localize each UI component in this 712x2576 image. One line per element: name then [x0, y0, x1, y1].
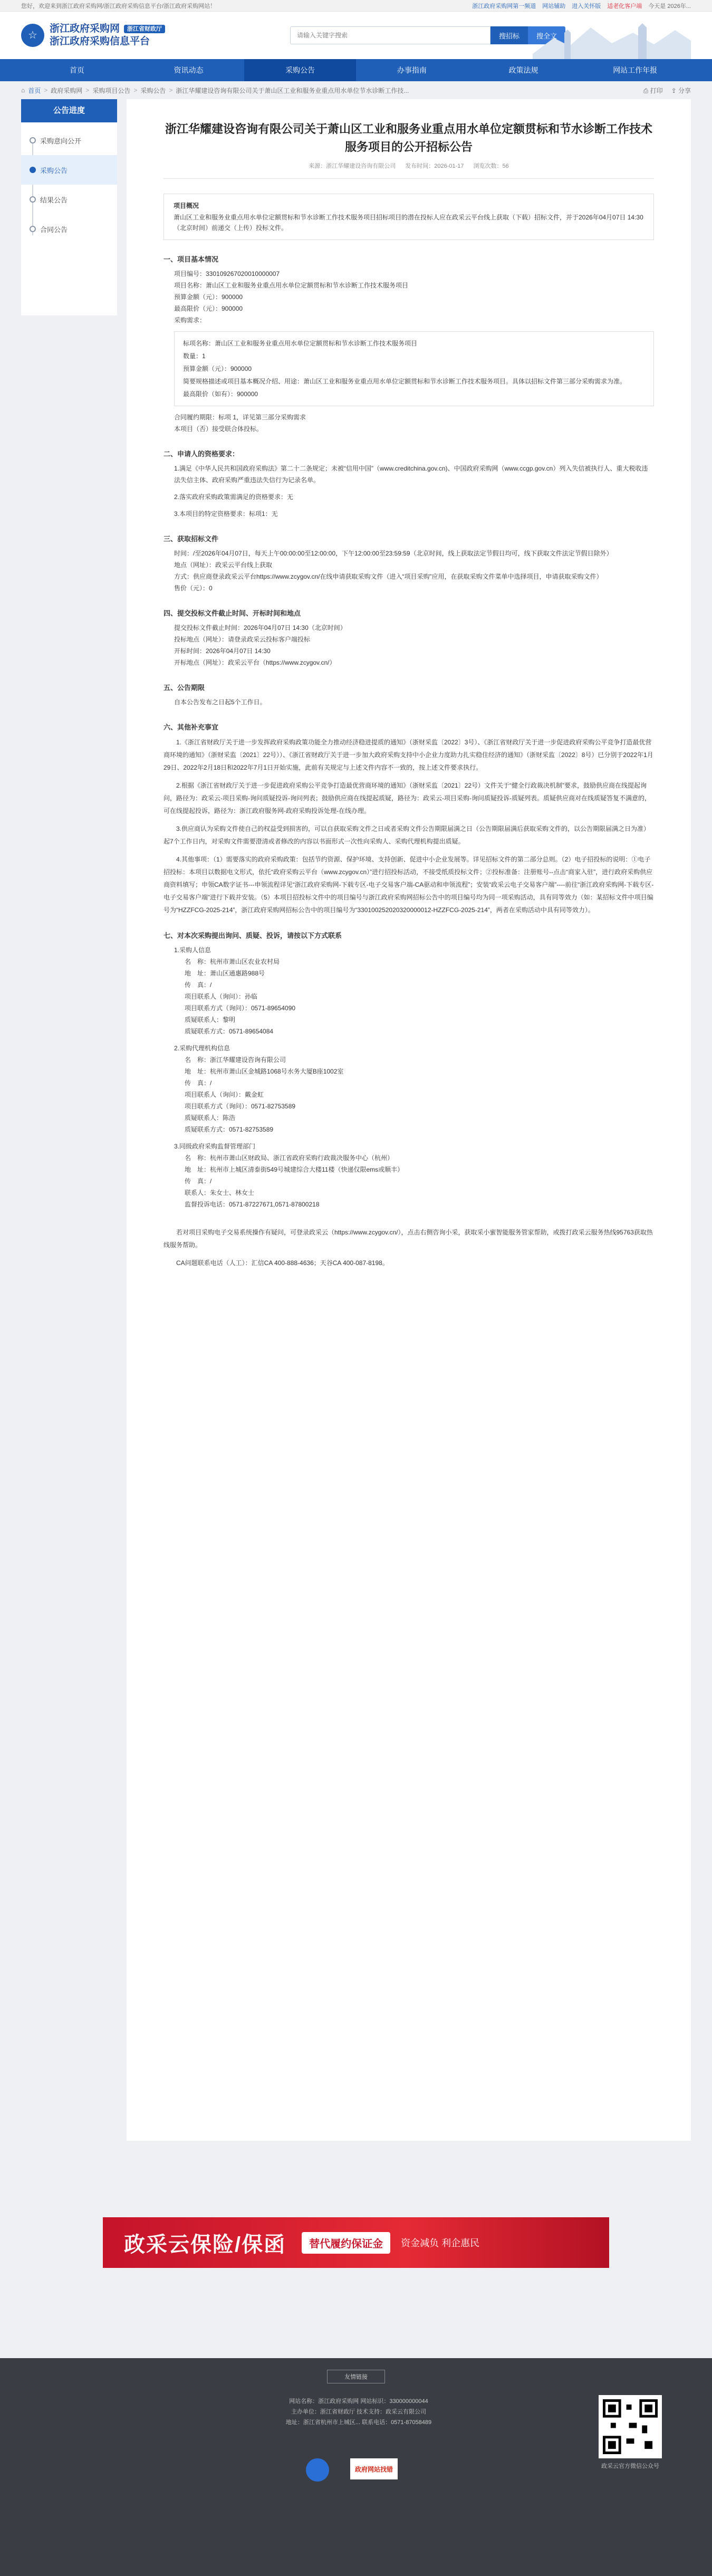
- contact-purchaser-title: 1.采购人信息: [174, 946, 211, 954]
- footer: [0, 2358, 712, 2576]
- sidebar-title: 公告进度: [21, 99, 117, 122]
- sidebar-item-result[interactable]: 结果公告: [21, 185, 117, 214]
- bid-place: 投标地点（网址）：请登录政采云投标客户端投标: [174, 636, 311, 643]
- header: [0, 12, 712, 59]
- site-logo[interactable]: [21, 23, 165, 48]
- nav-guide[interactable]: 办事指南: [397, 66, 427, 74]
- crumb-home[interactable]: 首页: [28, 87, 41, 94]
- banner-tag: 替代履约保证金: [302, 2232, 390, 2254]
- purchaser-contact: 项目联系人（询问）：孙临: [185, 993, 258, 1000]
- crumb-notice[interactable]: 采购公告: [140, 87, 166, 94]
- agency-contact: 项目联系人（询问）：戴金虹: [185, 1091, 264, 1098]
- link-elder-client[interactable]: 适老化客户端: [607, 3, 642, 9]
- overview-heading: 项目概况: [174, 202, 199, 209]
- qr-label: 政采云官方微信公众号: [601, 2463, 659, 2469]
- obtain-time: 时间：/至2026年04月07日，每天上午00:00:00至12:00:00，下午12:00:00至23:59:59（北京时间，线上获取法定节假日均可，线下获取文件法定节假日除外）: [174, 550, 613, 557]
- error-report-badge[interactable]: 政府网站找错: [350, 2458, 398, 2479]
- step-dot-icon: [30, 167, 36, 173]
- nav-home[interactable]: 首页: [69, 66, 84, 74]
- search-bar: [290, 26, 565, 44]
- purchaser-name: 名 称：杭州市萧山区农业农村局: [185, 958, 280, 965]
- main-nav: [0, 59, 712, 81]
- qualification-2: 2.落实政府采购政策需满足的资格要求：无: [174, 493, 294, 501]
- ca-note: CA问题联系电话（人工）：汇信CA 400-888-4636；天谷CA 400-087-8198。: [176, 1259, 389, 1267]
- section-4-heading: 四、提交投标文件截止时间、开标时间和地点: [163, 609, 301, 617]
- crumb-project[interactable]: 采购项目公告: [92, 87, 131, 94]
- top-bar: [0, 0, 712, 12]
- friend-links-button[interactable]: 友情链接: [327, 2370, 385, 2383]
- crumb-gov[interactable]: 政府采购网: [51, 87, 83, 94]
- supplement-2: 2.根据《浙江省财政厅关于进一步促进政府采购公平竞争打造最优营商环境的通知》（浙财采监〔2021〕22号）文件关于“健全行政裁决机制”要求，鼓励供应商在线提起询问，路径为：政采云-项目采购-询问质疑投诉-询问列表；鼓励供应商在线提起质疑，路径为：政采云-项目采购-询问质疑投诉-质疑列表。质疑供应商对在线质疑答复不满意的，可在线提起投诉，路径为：浙江政府服务网-政府采购投诉处理-在线办理。: [163, 782, 651, 815]
- supplement-3: 3.供应商认为采购文件使自己的权益受到损害的，可以自获取采购文件之日或者采购文件公告期限届满之日（公告期限届满后获取采购文件的，以公告期限届满之日为准）起7个工作日内，对采购文件需要澄清或者修改的内容以书面形式一次性向采购人、采购代理机构提出质疑。: [163, 825, 650, 845]
- nav-procurement-notice[interactable]: 采购公告: [244, 59, 356, 81]
- logo-line2: 浙江政府采购信息平台: [50, 36, 150, 47]
- article: [127, 99, 691, 2141]
- sidebar-item-notice[interactable]: 采购公告: [21, 155, 117, 185]
- step-dot-icon: [30, 196, 36, 203]
- link-first-channel[interactable]: 浙江政府采购网第一频道: [472, 3, 536, 9]
- project-number: 项目编号：330109267020010000007: [174, 270, 280, 277]
- open-time: 开标时间：2026年04月07日 14:30: [174, 647, 271, 655]
- agency-fax: 传 真：/: [185, 1079, 212, 1087]
- notice-period: 自本公告发布之日起5个工作日。: [174, 698, 266, 706]
- logo-line1: 浙江政府采购网: [50, 23, 120, 34]
- contract-period: 合同履约期限：标项 1，详见第三部分采购需求: [174, 414, 306, 421]
- section-2-heading: 二、申请人的资格要求：: [163, 450, 239, 458]
- qualification-1: 1.满足《中华人民共和国政府采购法》第二十二条规定；未被“信用中国”（www.creditchina.gov.cn)、中国政府采购网（www.ccgp.gov.cn）列入失信被执行人、重大税收违法失信主体、政府采购严重违法失信行为记录名单。: [174, 465, 648, 484]
- agency-address: 地 址：杭州市萧山区金城路1068号水务大厦B座1002室: [185, 1068, 344, 1075]
- purchaser-query-phone: 质疑联系方式：0571-89654084: [185, 1028, 274, 1035]
- crumb-current: 浙江华耀建设咨询有限公司关于萧山区工业和服务业重点用水单位节水诊断工作技...: [176, 87, 409, 94]
- lot-box: [174, 331, 654, 406]
- lot-budget: 预算金额（元）：900000: [183, 365, 252, 372]
- lot-description: 简要规格描述或项目基本概况介绍、用途：萧山区工业和服务业重点用水单位定额贯标和节水诊断工作技术服务项目。具体以招标文件第三部分采购需求为准。: [183, 378, 627, 385]
- search-bid-button[interactable]: 搜招标: [490, 26, 528, 44]
- section-1-heading: 一、项目基本情况: [163, 255, 219, 263]
- lot-name: 标项名称：萧山区工业和服务业重点用水单位定额贯标和节水诊断工作技术服务项目: [183, 340, 418, 347]
- agency-phone: 项目联系方式（询问）：0571-82753589: [185, 1103, 296, 1110]
- purchaser-phone: 项目联系方式（询问）：0571-89654090: [185, 1004, 296, 1012]
- supervisor-address: 地 址：杭州市上城区清泰街549号城建综合大楼11楼（快递仅限ems或顺丰）: [185, 1166, 404, 1173]
- obtain-price: 售价（元）：0: [174, 585, 213, 592]
- contact-supervisor-title: 3.同级政府采购监督管理部门: [174, 1143, 256, 1150]
- purchaser-fax: 传 真：/: [185, 981, 212, 989]
- supervisor-phone: 监督投诉电话：0571-87227671,0571-87800218: [185, 1201, 320, 1208]
- agency-name: 名 称：浙江华耀建设咨询有限公司: [185, 1056, 286, 1064]
- requirements-label: 采购需求：: [174, 317, 206, 324]
- obtain-method: 方式：供应商登录政采云平台https://www.zcygov.cn/在线申请获取采购文件（进入“项目采购”应用，在获取采购文件菜单中选择项目，申请获取采购文件）: [174, 573, 603, 580]
- gov-badge-icon[interactable]: [306, 2458, 329, 2482]
- budget: 预算金额（元）：900000: [174, 293, 243, 301]
- link-accessibility[interactable]: 网站辅助: [542, 3, 566, 9]
- lot-quantity: 数量：1: [183, 352, 206, 360]
- supervisor-name: 名 称：杭州市萧山区财政局、浙江省政府采购行政裁决服务中心（杭州）: [185, 1154, 394, 1162]
- max-price: 最高限价（元）：900000: [174, 305, 243, 312]
- share-button[interactable]: ⇪ 分享: [671, 87, 691, 94]
- breadcrumb: ⌂ 首页 > 政府采购网 > 采购项目公告 > 采购公告 > 浙江华耀建设咨询有限公司关于萧山区工业和服务业重点用水单位节水诊断工作技... ⎙ 打印 ⇪ 分享: [21, 87, 691, 94]
- purchaser-query-contact: 质疑联系人：黎明: [185, 1016, 236, 1023]
- overview-text: 萧山区工业和服务业重点用水单位定额贯标和节水诊断工作技术服务项目招标项目的潜在投标人应在政采云平台线上获取（下载）招标文件，并于2026年04月07日 14:30（北京时间）前递交（上传）投标文件。: [174, 214, 643, 232]
- supplement-4: 4.其他事项：（1）需要落实的政府采购政策：包括节约资源、保护环境、支持创新、促进中小企业发展等。详见招标文件的第二部分总则。（2）电子招投标的说明：①电子招投标：本项目以数据电文形式，依托“政府采购云平台（www.zcygov.cn）”进行招投标活动，不接受纸质投标文件；②投标准备：注册账号--点击“商家入驻”，进行政府采购供应商资料填写；申领CA数字证书---申领流程详见“浙江政府采购网-下载专区-电子交易客户端-CA驱动和申领流程”；安装“政采云电子交易客户端”----前往“浙江政府采购网-下载专区-电子交易客户端”进行下载并安装。（5）本项目招投标文件中的项目编号与浙江政府采购网招标公告中的项目编号均为同一项采购活动，具有同等效力（如：某招标文件中项目编号为“HZZFCG-2025-214”，浙江政府采购网招标公告中的项目编号为“330100252020320000012-HZZFCG-2025-214”，两者在采购活动中具有同等效力）。: [163, 856, 654, 914]
- supervisor-contact: 联系人：朱女士、林女士: [185, 1189, 255, 1196]
- qr-code-icon: [599, 2395, 662, 2458]
- step-dot-icon: [30, 226, 36, 232]
- step-dot-icon: [30, 137, 36, 143]
- meta-source: 来源：浙江华耀建设咨询有限公司: [309, 163, 396, 169]
- logo-badge: 浙江省财政厅: [124, 25, 165, 33]
- landscape-decoration: [533, 12, 691, 59]
- nav-annual-report[interactable]: 网站工作年报: [613, 66, 658, 74]
- lot-max-price: 最高限价（如有）：900000: [183, 390, 258, 398]
- purchaser-address: 地 址：萧山区通惠路988号: [185, 970, 265, 977]
- overview-box: [163, 194, 654, 240]
- section-5-heading: 五、公告期限: [163, 684, 205, 692]
- search-input[interactable]: [290, 26, 490, 44]
- sidebar-item-contract[interactable]: 合同公告: [21, 214, 117, 244]
- nav-news[interactable]: 资讯动态: [174, 66, 204, 74]
- meta-views: 浏览次数：56: [473, 163, 509, 169]
- banner-title: 政采云保险/保函: [124, 2233, 286, 2256]
- banner-slogan: 资金减负 利企惠民: [401, 2238, 480, 2248]
- open-place: 开标地点（网址）：政采云平台（https://www.zcygov.cn/）: [174, 659, 336, 666]
- section-6-heading: 六、其他补充事宜: [163, 723, 219, 731]
- article-meta: [163, 161, 654, 170]
- insurance-banner[interactable]: [103, 2217, 609, 2268]
- deadline: 提交投标文件截止时间：2026年04月07日 14:30（北京时间）: [174, 624, 347, 631]
- home-icon: ⌂: [21, 87, 25, 94]
- obtain-place: 地点（网址）：政采云平台线上获取: [174, 561, 273, 569]
- supplement-1: 1.《浙江省财政厅关于进一步发挥政府采购政策功能全力推动经济稳进提质的通知》（浙财采监〔2022〕3号）、《浙江省财政厅关于进一步促进政府采购公平竞争打造最优营商环境的通知》（浙财采监〔2021〕22号））、《浙江省财政厅关于进一步加大政府采购支持中小企业力度助力扎实稳住经济的通知》（浙财采监〔2022〕8号）已分别于2022年1月29日、2022年2月18日和2022年7月1日开始实施，此前有关规定与上述文件内容不一致的，按上述文件要求执行。: [163, 739, 653, 771]
- emblem-icon: ☆: [21, 24, 44, 47]
- agency-query-contact: 质疑联系人：陈浩: [185, 1114, 236, 1122]
- contact-agency-title: 2.采购代理机构信息: [174, 1045, 230, 1052]
- sidebar-item-intention[interactable]: 采购意向公开: [21, 126, 117, 155]
- print-button[interactable]: ⎙ 打印: [643, 87, 663, 94]
- link-care-mode[interactable]: 进入关怀版: [572, 3, 601, 9]
- help-note: 若对项目采购电子交易系统操作有疑问，可登录政采云（https://www.zcygov.cn/），点击右侧咨询小采，获取采小蜜智能服务管家帮助，或拨打政采云服务热线95763获取热线服务帮助。: [163, 1229, 653, 1249]
- agency-query-phone: 质疑联系方式：0571-82753589: [185, 1126, 274, 1133]
- footer-line-1: 网站名称：浙江政府采购网 网站标识：330000000044: [289, 2398, 428, 2405]
- welcome-text: 您好，欢迎来到浙江政府采购网/浙江政府采购信息平台/浙江政府采购网站！: [21, 3, 216, 9]
- consortium-note: 本项目（否）接受联合体投标。: [174, 425, 263, 433]
- search-fulltext-button[interactable]: 搜全文: [528, 26, 565, 44]
- project-name: 项目名称：萧山区工业和服务业重点用水单位定额贯标和节水诊断工作技术服务项目: [174, 282, 409, 289]
- date-text: 今天是 2026年...: [648, 3, 691, 9]
- progress-sidebar: [21, 99, 117, 315]
- section-3-heading: 三、获取招标文件: [163, 535, 219, 543]
- section-7-heading: 七、对本次采购提出询问、质疑、投诉，请按以下方式联系: [163, 932, 342, 940]
- footer-line-3: 地址：浙江省杭州市上城区... 联系电话：0571-87058489: [285, 2419, 432, 2426]
- qualification-3: 3.本项目的特定资格要求：标项1：无: [174, 510, 278, 518]
- footer-line-2: 主办单位：浙江省财政厅 技术支持：政采云有限公司: [291, 2409, 427, 2415]
- supervisor-fax: 传 真：/: [185, 1177, 212, 1185]
- meta-date: 发布时间：2026-01-17: [405, 163, 464, 169]
- nav-policy[interactable]: 政策法规: [508, 66, 538, 74]
- article-title: 浙江华耀建设咨询有限公司关于萧山区工业和服务业重点用水单位定额贯标和节水诊断工作技术服务项目的公开招标公告: [165, 122, 652, 154]
